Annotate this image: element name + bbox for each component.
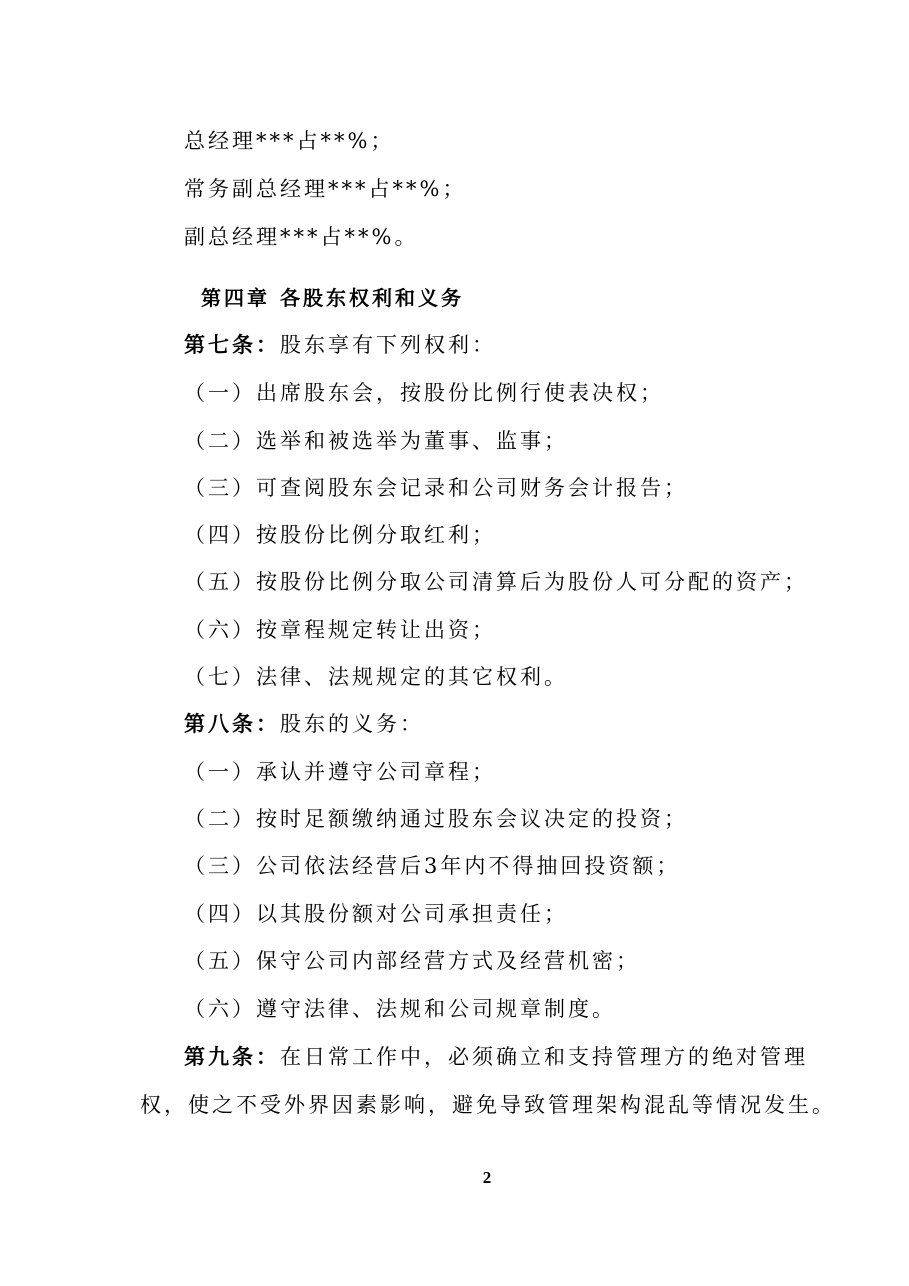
text-line: 副总经理***占**%。	[184, 225, 419, 249]
list-item: （六）按章程规定转让出资；	[184, 618, 496, 642]
list-item: （三）公司依法经营后3年内不得抽回投资额；	[184, 854, 681, 878]
article-text: 股东享有下列权利：	[280, 333, 496, 357]
list-item: （一）出席股东会，按股份比例行使表决权；	[184, 381, 664, 405]
list-item: （五）保守公司内部经营方式及经营机密；	[184, 949, 640, 973]
chapter-title: 第四章 各股东权利和义务	[201, 286, 464, 310]
list-item: （四）以其股份额对公司承担责任；	[184, 902, 568, 926]
list-item: （一）承认并遵守公司章程；	[184, 760, 496, 784]
article-label: 第九条：	[184, 1044, 280, 1069]
article-label: 第八条：	[184, 711, 280, 736]
article-9-continuation: 权，使之不受外界因素影响，避免导致管理架构混乱等情况发生。	[140, 1093, 836, 1117]
article-text: 在日常工作中，必须确立和支持管理方的绝对管理	[280, 1045, 808, 1069]
article-text: 股东的义务：	[280, 712, 424, 736]
text-line: 总经理***占**%；	[184, 129, 395, 153]
list-item: （五）按股份比例分取公司清算后为股份人可分配的资产；	[184, 570, 808, 594]
article-7-heading	[184, 332, 496, 358]
article-label: 第七条：	[184, 332, 280, 357]
page-number: 2	[482, 1168, 492, 1187]
list-item: （六）遵守法律、法规和公司规章制度。	[184, 997, 616, 1021]
list-item: （二）选举和被选举为董事、监事；	[184, 429, 568, 453]
list-item: （二）按时足额缴纳通过股东会议决定的投资；	[184, 807, 688, 831]
list-item: （四）按股份比例分取红利；	[184, 523, 496, 547]
text-line: 常务副总经理***占**%；	[184, 177, 467, 201]
article-9-heading	[184, 1044, 808, 1070]
list-item: （三）可查阅股东会记录和公司财务会计报告；	[184, 476, 688, 500]
list-item: （七）法律、法规规定的其它权利。	[184, 665, 568, 689]
article-8-heading	[184, 711, 424, 737]
